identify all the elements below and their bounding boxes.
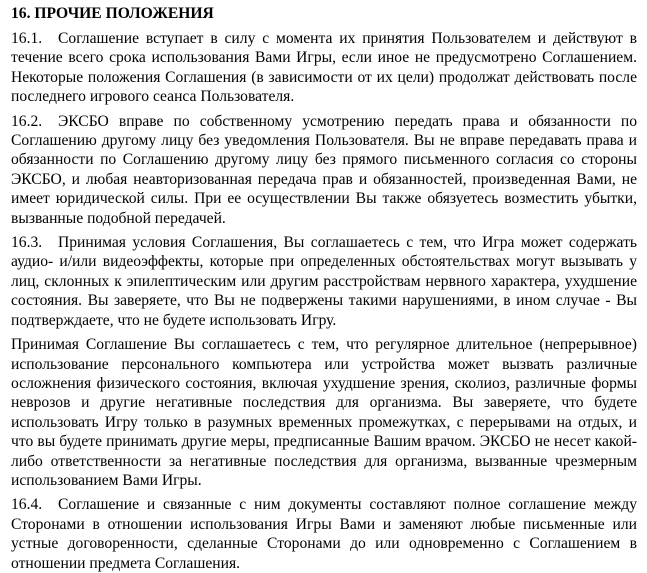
clause-16-4 [11, 495, 637, 573]
clause-text: Соглашение и связанные с ним документы составляют полное соглашение между Сторонами в отношении использования Игры Вами и заменяют любые письменные или устные договоренности, сделанные Сторонами до или одновременно с Соглашением в отношении предмета Соглашения. [11, 496, 637, 572]
clause-text: Принимая Соглашение Вы соглашаетесь с тем, что регулярное длительное (непрерывное) использование персонального компьютера или устройства может вызвать различные осложнения физического состояния, включая ухудшение зрения, сколиоз, различные формы неврозов и другие негативные последствия для организма. Вы заверяете, что будете использовать Игру только в разумных временных промежутках, с перерывами на отдых, и что вы будете принимать другие меры, предписанные Вашим врачом. ЭКСБО не несет какой-либо ответственности за негативные последствия для организма, вызванные чрезмерным использованием Вами Игры. [11, 336, 637, 489]
clause-16-3-continued [11, 335, 637, 490]
clause-16-3 [11, 233, 637, 330]
clause-number: 16.4. [11, 496, 43, 514]
clause-text: Соглашение вступает в силу с момента их принятия Пользователем и действуют в течение всего срока использования Вами Игры, если иное не предусмотрено Соглашением. Некоторые положения Соглашения (в зависимости от их цели) продолжат действовать после последнего игрового сеанса Пользователя. [11, 30, 637, 106]
clause-text: Принимая условия Соглашения, Вы соглашаетесь с тем, что Игра может содержать аудио- и/или видеоэффекты, которые при определенных обстоятельствах могут вызывать у лиц, склонных к эпилептическим или другим расстройствам нервного характера, ухудшение состояния. Вы заверяете, что Вы не подвержены такими нарушениями, в ином случае - Вы подтверждаете, что не будете использовать Игру. [11, 234, 637, 329]
clause-number: 16.3. [11, 234, 43, 252]
clause-text: ЭКСБО вправе по собственному усмотрению передать права и обязанности по Соглашению другому лицу без уведомления Пользователя. Вы не вправе передавать права и обязанности по Соглашению другому лицу без прямого письменного согласия со стороны ЭКСБО, и любая неавторизованная передача прав и обязанностей, произведенная Вами, не имеет юридической силы. При ее осуществлении Вы также обязуетесь возместить убытки, вызванные подобной передачей. [11, 112, 637, 227]
clause-16-1 [11, 29, 637, 107]
clause-number: 16.2. [11, 112, 43, 130]
section-heading: 16. ПРОЧИЕ ПОЛОЖЕНИЯ [11, 5, 214, 22]
clause-16-2 [11, 112, 637, 228]
clause-number: 16.1. [11, 30, 43, 47]
